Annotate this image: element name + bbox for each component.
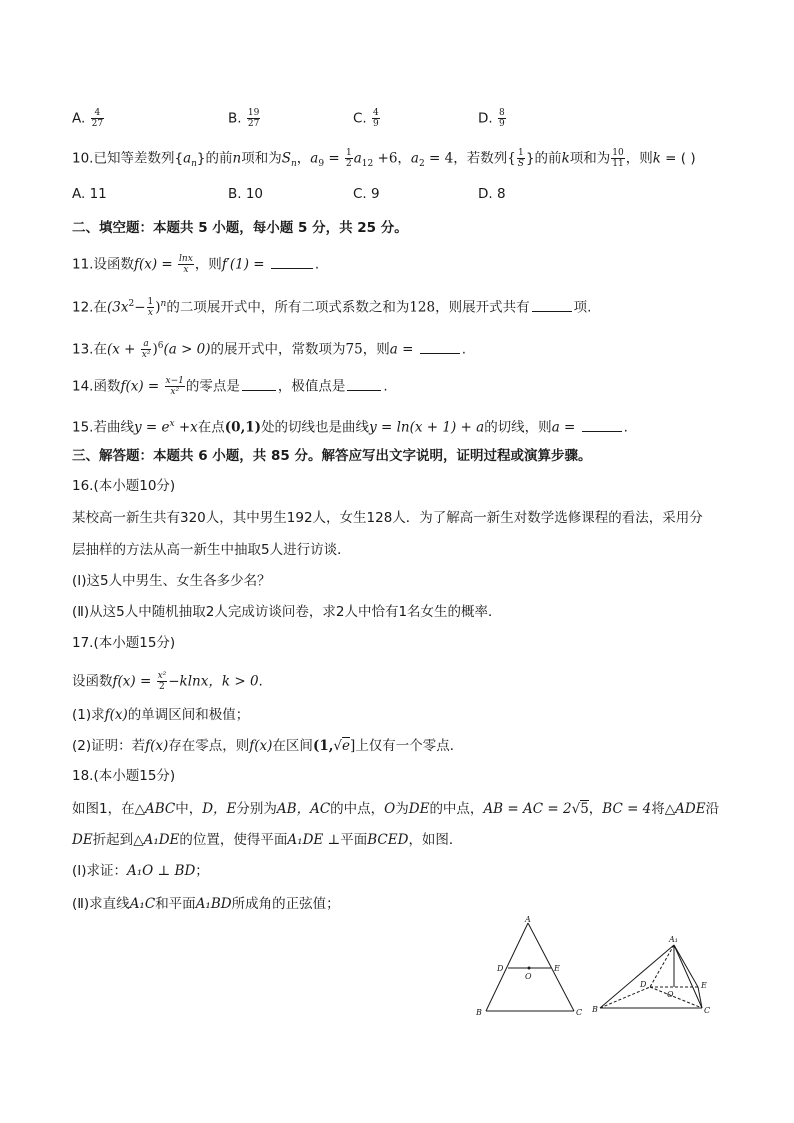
q18-part-2: (Ⅱ)求直线A₁C和平面A₁BD所成角的正弦值； bbox=[72, 896, 340, 912]
q18-stem-line-2: DE折起到△A₁DE的位置，使得平面A₁DE ⊥平面BCED，如图． bbox=[72, 832, 463, 848]
fig2-label-b: B bbox=[592, 1005, 598, 1014]
q16-body-line-1: 某校高一新生共有320人，其中男生192人，女生128人．为了解高一新生对数学选修课程的看法，采用分 bbox=[72, 510, 703, 526]
q14: 14.函数f(x) = $\frac{x-1}{\text{x²}}$ 的零点是 ，极值点是 . bbox=[72, 376, 388, 397]
q18-stem-line-1: 如图1，在△ABC中，D，E分别为AB，AC的中点，O为DE的中点，AB = AC = 2√5，BC = 4将△ADE沿 bbox=[72, 801, 720, 817]
q18-header: 18.(本小题15分) bbox=[72, 768, 176, 784]
q17-part-2: (2)证明：若f(x)存在零点，则f(x)在区间(1,√e]上仅有一个零点． bbox=[72, 738, 464, 754]
q18-figures bbox=[470, 915, 730, 1025]
q9-option-d: D. $\frac{8}{9}$ bbox=[478, 108, 505, 129]
figure-2-pyramid bbox=[600, 945, 702, 1008]
q9-option-c: C. $\frac{4}{9}$ bbox=[353, 108, 379, 129]
q13: 13.在(x + $\frac{a}{\text{x²}}$ )$^6$(a > 0)的展开式中，常数项为75，则a = . bbox=[72, 339, 466, 360]
q10-option-d: D. 8 bbox=[478, 186, 506, 202]
q11-answer-blank[interactable] bbox=[271, 256, 313, 269]
section-3-heading: 三、解答题：本题共 6 小题，共 85 分。解答应写出文字说明，证明过程或演算步骤。 bbox=[72, 448, 592, 464]
fig1-label-b: B bbox=[476, 1008, 482, 1017]
q11: 11.设函数f(x) = $\frac{\ln x}{x}$ ，则f′(1) = . bbox=[72, 254, 320, 275]
figure-1-point-o bbox=[528, 967, 531, 970]
q12-answer-blank[interactable] bbox=[532, 299, 572, 312]
q17-stem: 设函数f(x) = $\frac{\text{x²}}{2}$ −klnx，k > 0. bbox=[72, 671, 263, 692]
q16-header: 16.(本小题10分) bbox=[72, 478, 176, 494]
fig1-label-d: D bbox=[497, 964, 504, 973]
q12: 12.在($3x^2-$ $\frac{1}{x}$ )$^n$的二项展开式中，所有二项式系数之和为128，则展开式共有 项. bbox=[72, 297, 592, 318]
q16-part-1: (Ⅰ)这5人中男生、女生各多少名？ bbox=[72, 573, 271, 589]
q10-stem: 10.已知等差数列$\{a_n\}$的前n项和为$S_n$，$a_9$ = $\frac{1}{2}$ $a_{12} +6$，$a_2 = 4$，若数列{ $\frac{1}{S}$ }的前k项和为 $\frac{10}{11}$ ，则k = ( ) bbox=[72, 148, 696, 170]
fig1-label-o: O bbox=[525, 972, 532, 981]
q15: 15.若曲线$y = e^x +x$在点(0,1)处的切线也是曲线y = ln(x + 1) + a的切线，则a = . bbox=[72, 419, 628, 436]
q18-part-1: (Ⅰ)求证：A₁O ⊥ BD； bbox=[72, 863, 209, 879]
fig2-label-o: O bbox=[667, 990, 674, 999]
q17-part-1: (1)求f(x)的单调区间和极值； bbox=[72, 707, 250, 723]
fig2-label-d: D bbox=[640, 980, 647, 989]
q10-option-a: A. 11 bbox=[72, 186, 107, 202]
q15-answer-blank[interactable] bbox=[582, 419, 622, 432]
fig2-label-c: C bbox=[704, 1006, 711, 1015]
q14-zero-blank[interactable] bbox=[242, 378, 276, 391]
q10-option-c: C. 9 bbox=[353, 186, 380, 202]
q13-answer-blank[interactable] bbox=[420, 341, 460, 354]
section-2-heading: 二、填空题：本题共 5 小题，每小题 5 分，共 25 分。 bbox=[72, 220, 408, 236]
q16-part-2: (Ⅱ)从这5人中随机抽取2人完成访谈问卷，求2人中恰有1名女生的概率． bbox=[72, 604, 502, 620]
fig2-label-e: E bbox=[701, 981, 707, 990]
q17-header: 17.(本小题15分) bbox=[72, 635, 176, 651]
fig1-label-c: C bbox=[576, 1008, 583, 1017]
q14-extreme-blank[interactable] bbox=[347, 378, 381, 391]
fig2-label-a1: A₁ bbox=[669, 935, 678, 944]
fig1-label-a: A bbox=[525, 915, 531, 924]
q9-option-b: B. $\frac{19}{27}$ bbox=[228, 108, 260, 129]
q9-option-a: A. $\frac{4}{27}$ bbox=[72, 108, 104, 129]
fig1-label-e: E bbox=[554, 964, 560, 973]
q16-body-line-2: 层抽样的方法从高一新生中抽取5人进行访谈． bbox=[72, 542, 351, 558]
q10-option-b: B. 10 bbox=[228, 186, 264, 202]
